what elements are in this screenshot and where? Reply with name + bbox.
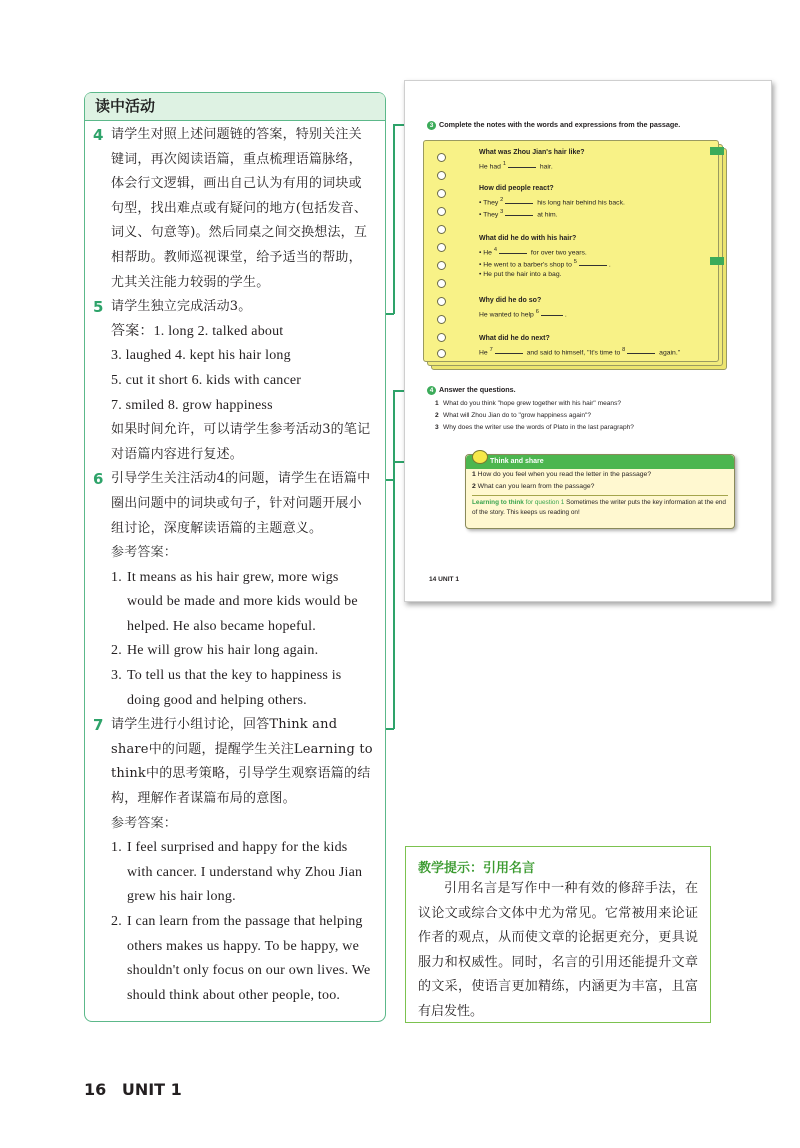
activity-4-questions — [435, 398, 634, 434]
ring-icon — [437, 153, 446, 162]
activity-3-instruction: 3 Complete the notes with the words and expressions from the passage. — [427, 120, 680, 130]
thought-bubble-icon — [472, 450, 488, 464]
ring-icon — [437, 171, 446, 180]
answer-item: 2. I can learn from the passage that helping others makes us happy. To be happy, we shouldn't only focus on our own lives. We should think about other people, too. — [111, 914, 371, 1003]
bookmark-tag — [710, 147, 724, 155]
ring-icon — [437, 261, 446, 270]
answer-line: 3. laughed 4. kept his hair long — [111, 348, 291, 364]
ring-icon — [437, 349, 446, 358]
step-number: 5 — [93, 298, 104, 317]
step-text: 请学生独立完成活动3。 — [111, 299, 252, 315]
activity-number: 3 — [427, 121, 436, 130]
activity-number: 4 — [427, 386, 436, 395]
step-note: 如果时间允许，可以请学生参考活动3的笔记对语篇内容进行复述。 — [111, 422, 371, 462]
learning-to-think: Learning to think for question 1 Sometimes the writer puts the key information at the end of the story. This keeps us reading on! — [472, 499, 726, 516]
teaching-notes-panel — [84, 92, 386, 1022]
connector-line — [393, 124, 395, 314]
ring-icon — [437, 189, 446, 198]
step-number: 6 — [93, 470, 104, 489]
note-question: What was Zhou Jian's hair like? — [479, 149, 585, 156]
reference-answer-label: 参考答案： — [111, 815, 178, 831]
step-number: 7 — [93, 716, 104, 735]
activity-4-instruction: 4 Answer the questions. — [427, 385, 516, 395]
note-line: • He put the hair into a bag. — [479, 271, 562, 278]
ring-icon — [437, 225, 446, 234]
step-4 — [93, 123, 373, 295]
note-line: • He $^4$ for over two years. — [479, 247, 587, 257]
question-item: 2 What will Zhou Jian do to "grow happiness again"? — [435, 412, 591, 419]
step-6 — [93, 467, 373, 541]
think-question: 2 What can you learn from the passage? — [472, 483, 595, 490]
note-line: He $^7$ and said to himself, "It's time to $^8$ again." — [479, 347, 681, 357]
panel-title: 读中活动 — [85, 93, 385, 121]
reference-answer-label: 参考答案： — [111, 545, 178, 561]
connector-line — [386, 728, 394, 730]
note-line: • He went to a barber's shop to $^5$ . — [479, 259, 611, 269]
tip-title: 教学提示：引用名言 — [418, 861, 536, 876]
ring-icon — [437, 207, 446, 216]
unit-label: UNIT 1 — [121, 1080, 182, 1099]
page-footer — [84, 1080, 182, 1099]
teaching-tip-box — [405, 846, 711, 1023]
connector-line — [386, 313, 394, 315]
note-question: How did people react? — [479, 185, 554, 192]
note-question: What did he do with his hair? — [479, 235, 577, 242]
step-text: 请学生进行小组讨论，回答Think and share中的问题，提醒学生关注Learning to think中的思考策略，引导学生观察语篇的结构，理解作者谋篇布局的意图。 — [111, 717, 373, 807]
step-number: 4 — [93, 126, 104, 144]
note-line: • They $^3$ at him. — [479, 209, 558, 219]
step-7 — [93, 713, 373, 811]
textbook-page-number: 14 UNIT 1 — [429, 576, 460, 583]
answer-item: 1. I feel surprised and happy for the kids with cancer. I understand why Zhou Jian grew his hair long. — [111, 840, 363, 905]
notes-notebook — [423, 140, 719, 362]
think-question: 1 How do you feel when you read the letter in the passage? — [472, 471, 652, 478]
answer-line: 7. smiled 8. grow happiness — [111, 397, 273, 413]
think-and-share-box — [465, 454, 735, 529]
note-line: • They $^2$ his long hair behind his back. — [479, 197, 625, 207]
ring-icon — [437, 279, 446, 288]
answer-line: 答案：1. long 2. talked about — [111, 323, 284, 339]
answer-line: 5. cut it short 6. kids with cancer — [111, 372, 302, 388]
answer-item: 2. He will grow his hair long again. — [111, 643, 319, 659]
ring-icon — [437, 315, 446, 324]
note-question: Why did he do so? — [479, 297, 542, 304]
divider — [472, 495, 728, 496]
ring-icon — [437, 243, 446, 252]
tip-text: 引用名言是写作中一种有效的修辞手法，在议论文或综合文体中尤为常见。它常被用来论证作者的观点，从而使文章的论据更充分，更具说服力和权威性。同时，名言的引用还能提升文章的文采，使语言更加精练，内涵更为丰富，且富有启发性。 — [418, 881, 698, 1019]
bookmark-tag — [710, 257, 724, 265]
ring-icon — [437, 297, 446, 306]
answer-item: 1. It means as his hair grew, more wigs would be made and more kids would be helped. He also became hopeful. — [111, 569, 358, 634]
connector-line — [393, 461, 395, 729]
question-item: 1 What do you think "hope grew together with his hair" means? — [435, 400, 622, 407]
question-item: 3 Why does the writer use the words of Plato in the last paragraph? — [435, 424, 634, 431]
note-line: He wanted to help $^6$ . — [479, 309, 567, 319]
step-text: 请学生对照上述问题链的答案，特别关注关键词，再次阅读语篇，重点梳理语篇脉络，体会行文逻辑，画出自己认为有用的词块或句型，找出难点或有疑问的地方(包括发音、词义、句意等)。然后同桌之间交换想法，互相帮助。教师巡视课堂，给予适当的帮助，尤其关注能力较弱的学生。 — [111, 127, 368, 290]
think-title: Think and share — [466, 455, 734, 469]
step-text: 引导学生关注活动4的问题，请学生在语篇中圈出问题中的词块或句子，针对问题开展小组讨论，深度解读语篇的主题意义。 — [111, 471, 371, 536]
answer-item: 3. To tell us that the key to happiness is doing good and helping others. — [111, 668, 342, 708]
note-question: What did he do next? — [479, 335, 550, 342]
step-5 — [93, 295, 373, 320]
page-number: 16 — [84, 1080, 107, 1099]
note-line: He had $^1$ hair. — [479, 161, 553, 171]
ring-icon — [437, 333, 446, 342]
textbook-page-thumbnail — [404, 80, 772, 602]
